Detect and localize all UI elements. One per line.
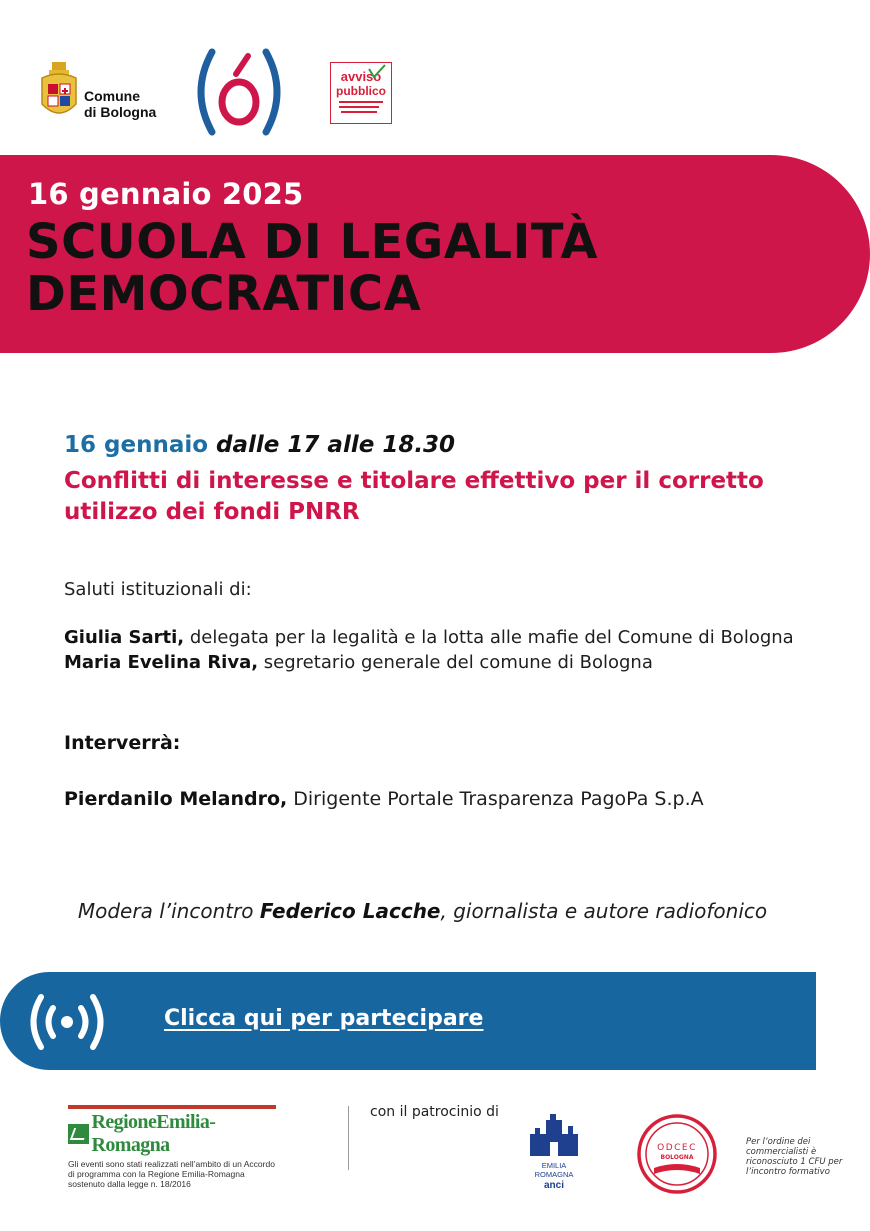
svg-text:BOLOGNA: BOLOGNA <box>660 1154 694 1161</box>
svg-text:ROMAGNA: ROMAGNA <box>534 1170 574 1179</box>
svg-text:avviso: avviso <box>340 69 382 84</box>
speaker-role: segretario generale del comune di Bologna <box>258 652 653 673</box>
session-title: Conflitti di interesse e titolare effettivo per il corretto utilizzo dei fondi PNRR <box>64 468 764 525</box>
rer-name: RegioneEmilia-Romagna <box>91 1111 216 1156</box>
speaker-role: delegata per la legalità e la lotta alle mafie del Comune di Bologna <box>184 627 794 648</box>
svg-text:anci: anci <box>543 1180 565 1191</box>
session-datetime <box>64 432 455 458</box>
odcec-bologna-logo <box>632 1112 722 1196</box>
footer-divider <box>348 1106 349 1170</box>
svg-text:pubblico: pubblico <box>336 84 386 98</box>
greetings-label: Saluti istituzionali di: <box>64 579 252 600</box>
bologna-logo-line-2: di Bologna <box>84 104 157 120</box>
avviso-pubblico-logo <box>330 62 392 124</box>
bologna-crest-icon <box>38 60 80 124</box>
live-broadcast-icon <box>24 990 110 1054</box>
participate-link[interactable]: Clicca qui per partecipare <box>164 1006 484 1031</box>
rer-logo-bar <box>68 1105 276 1109</box>
moderator-suffix: , giornalista e autore radiofonico <box>440 899 768 923</box>
cfu-note: Per l’ordine dei commercialisti è riconosciuto 1 CFU per l’incontro formativo <box>746 1137 843 1177</box>
speaker-name: Giulia Sarti, <box>64 627 185 648</box>
rer-note: Gli eventi sono stati realizzati nell’ambito di un Accordo di programma con la Regione Emilia-Romagna sostenuto dalla legge n. 18/2016 <box>68 1159 275 1189</box>
page-title: SCUOLA DI LEGALITÀ DEMOCRATICA <box>26 214 598 322</box>
session-date: 16 gennaio <box>64 432 209 458</box>
speaker-row <box>64 626 794 650</box>
speaker-name: Maria Evelina Riva, <box>64 652 259 673</box>
main-speaker-role: Dirigente Portale Trasparenza PagoPa S.p.A <box>287 788 704 810</box>
comune-di-bologna-logo <box>38 60 168 126</box>
moderator-line <box>0 899 845 923</box>
bologna-logo-line-1: Comune <box>84 88 140 104</box>
main-speaker-name: Pierdanilo Melandro, <box>64 788 288 810</box>
avviso-pubblico-mark-icon <box>331 63 391 123</box>
moderator-prefix: Modera l’incontro <box>77 899 260 923</box>
moderator-name: Federico Lacche <box>259 899 441 923</box>
rer-flag-icon <box>68 1124 89 1144</box>
patronage-label: con il patrocinio di <box>370 1104 499 1120</box>
intervene-label: Interverrà: <box>64 732 181 754</box>
o-accent-logo <box>196 48 282 136</box>
regione-emilia-romagna-logo <box>68 1105 280 1189</box>
speaker-row <box>64 651 653 675</box>
session-time: dalle 17 alle 18.30 <box>216 432 456 458</box>
svg-text:EMILIA: EMILIA <box>541 1161 567 1170</box>
anci-emilia-romagna-logo <box>526 1112 582 1192</box>
main-speaker-row <box>64 787 704 811</box>
rer-logo-row <box>68 1111 280 1157</box>
bologna-logo-text <box>84 88 156 120</box>
event-date: 16 gennaio 2025 <box>28 177 304 211</box>
svg-text:ODCEC: ODCEC <box>657 1143 697 1153</box>
